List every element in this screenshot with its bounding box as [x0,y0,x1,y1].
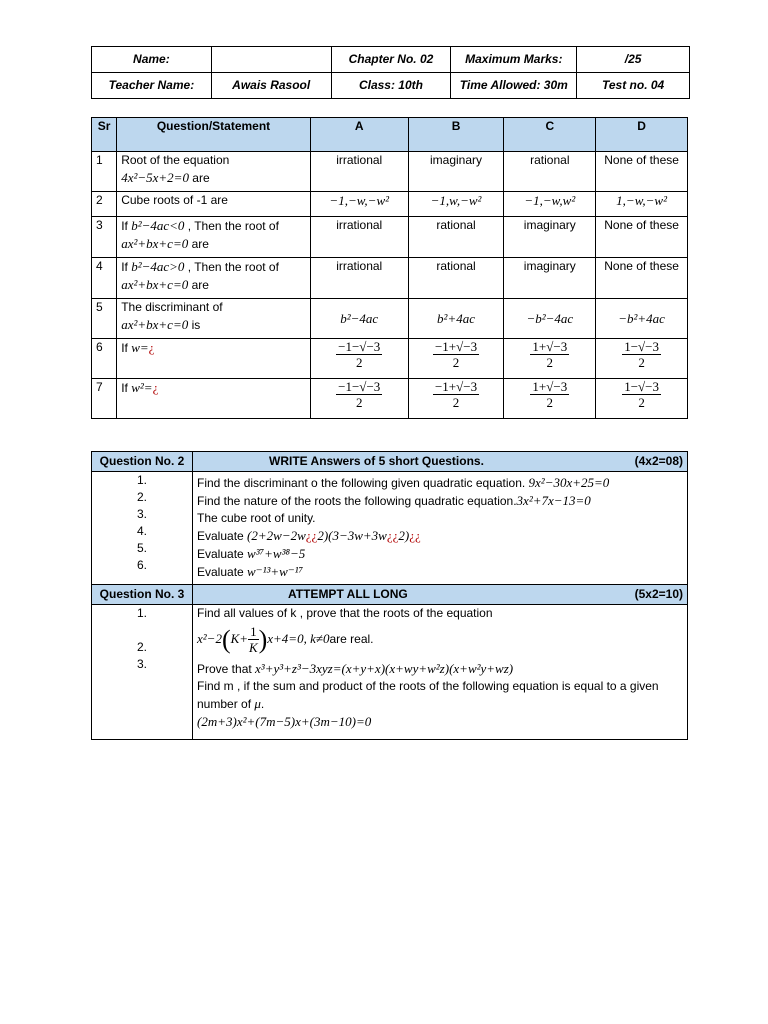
q3-math: x²−2 [197,631,222,646]
fraction [433,339,479,370]
q3-label: Question No. 3 [92,585,193,605]
q3-header [193,585,688,605]
mcq-row [92,339,688,379]
fraction [530,339,569,370]
question-text: If [121,381,132,395]
fraction-numerator: −1+√−3 [434,339,478,354]
q3-math: (2m+3)x²+(7m−5)x+(3m−10)=0 [197,714,372,729]
question-suffix: are [188,237,209,251]
max-marks-label: Maximum Marks: [451,47,577,73]
option-c: rational [504,152,596,192]
col-d: D [596,118,688,152]
option-d: None of these [596,217,688,258]
mcq-row [92,258,688,299]
fraction-denominator: 2 [355,395,363,410]
mcq-table [91,117,688,419]
question-math: ax²+bx+c=0 [121,277,189,292]
question-math: w= [131,340,149,355]
q3-item-2 [197,660,683,678]
mcq-question [117,299,311,339]
option-a: irrational [310,152,408,192]
option-b [408,339,504,379]
q2-item-text: Evaluate [197,529,248,543]
option-a: irrational [310,217,408,258]
teacher-label: Teacher Name: [92,73,212,99]
option-b [408,379,504,419]
mcq-row [92,152,688,192]
option-a [310,379,408,419]
fraction-denominator: 2 [355,355,363,370]
render-error-glyph: ¿ [148,340,155,355]
fraction-numerator: 1+√−3 [532,339,568,354]
option-c: imaginary [504,258,596,299]
q2-item-text: Find the discriminant o the following given quadratic equation. [197,476,529,490]
fraction-denominator: 2 [452,355,460,370]
fraction-numerator: 1−√−3 [624,379,659,394]
fraction-denominator: 2 [638,395,645,410]
option-a: irrational [310,258,408,299]
question-text: Root of the equation [121,153,230,167]
q2-title: WRITE Answers of 5 short Questions. [269,454,484,468]
name-label: Name: [92,47,212,73]
q2-item [197,474,683,492]
question-math: ax²+bx+c=0 [121,317,189,332]
render-error-glyph: ¿¿ [386,528,399,543]
fraction [622,379,661,410]
q2-number: 3. [136,507,147,521]
col-a: A [310,118,408,152]
option-d [596,339,688,379]
question-suffix: are [188,278,209,292]
header-table [91,46,690,99]
q2-header [193,452,688,472]
option-d: 1,−w,−w² [596,192,688,217]
q3-math: x+4=0, k≠0 [267,631,330,646]
q2-number: 2. [136,490,147,504]
max-marks-value: /25 [577,47,690,73]
q2-item [197,563,683,581]
option-c: −b²−4ac [504,299,596,339]
fraction [433,379,479,410]
question-text: If [121,341,132,355]
question-text: If [121,260,132,274]
q3-number: 3. [136,657,147,671]
questions-table [91,451,688,740]
q2-label: Question No. 2 [92,452,193,472]
question-text: If [121,219,132,233]
mcq-sr: 5 [92,299,117,339]
mcq-question [117,379,311,419]
q2-item [197,527,683,545]
q2-item-text: Find the nature of the roots the following quadratic equation. [197,494,517,508]
option-a: b²−4ac [310,299,408,339]
name-value [211,47,331,73]
option-a: −1,−w,−w² [310,192,408,217]
option-b: −1,w,−w² [408,192,504,217]
q3-number: 1. [136,606,147,620]
q3-math: μ [254,696,261,711]
q3-item-1-text: Find all values of k , prove that the roots of the equation [197,606,493,620]
q3-math: x³+y³+z³−3xyz=(x+y+x)(x+wy+w²z)(x+w²y+wz) [255,661,514,676]
q3-item-text: Find m , if the sum and product of the roots of the following equation is equal to a given number of [197,679,659,711]
chapter: Chapter No. 02 [331,47,451,73]
fraction-numerator: 1−√−3 [624,339,659,354]
class: Class: 10th [331,73,451,99]
q3-item-text: Prove that [197,662,256,676]
question-text: The discriminant of [121,300,223,314]
q2-item-math: 2) [398,528,410,543]
render-error-glyph: ¿¿ [409,528,421,543]
fraction-numerator: 1 [250,624,257,640]
option-d [596,379,688,419]
q2-item-math: (2+2w−2w [247,528,306,543]
col-sr: Sr [92,118,117,152]
q3-marks: (5x2=10) [634,587,683,601]
option-b: imaginary [408,152,504,192]
mcq-sr: 1 [92,152,117,192]
fraction [248,624,259,655]
q2-number: 6. [136,558,147,572]
question-condition: b²−4ac>0 [131,259,185,274]
mcq-row [92,192,688,217]
q2-item-text: Evaluate [197,565,248,579]
q2-item-math: 3x²+7x−13=0 [516,493,591,508]
big-paren-right: ) [258,624,268,654]
q2-item-text: Evaluate [197,547,248,561]
fraction [336,379,382,410]
q3-suffix: are real. [329,632,374,646]
fraction-numerator: −1−√−3 [338,339,381,354]
q3-math: K+ [230,631,249,646]
time-allowed: Time Allowed: 30m [451,73,577,99]
col-c: C [504,118,596,152]
q2-item-math: 2)(3−3w+3w [317,528,387,543]
mcq-sr: 3 [92,217,117,258]
fraction [336,339,382,370]
option-b: rational [408,217,504,258]
q2-item-text: The cube root of unity. [197,511,316,525]
mcq-sr: 2 [92,192,117,217]
big-paren-left: ( [221,624,231,654]
question-suffix: are [188,171,210,185]
q3-title: ATTEMPT ALL LONG [288,587,408,601]
question-math: ax²+bx+c=0 [121,236,189,251]
render-error-glyph: ¿ [152,380,159,395]
col-question: Question/Statement [117,118,311,152]
test-number: Test no. 04 [577,73,690,99]
fraction-denominator: 2 [546,395,554,410]
option-c: −1,−w,w² [504,192,596,217]
mcq-sr: 7 [92,379,117,419]
mcq-row [92,217,688,258]
q3-item-3 [197,678,683,713]
q3-item-1-equation [197,622,683,656]
render-error-glyph: ¿¿ [305,528,318,543]
question-mid: , Then the root of [184,260,279,274]
fraction-denominator: 2 [452,395,460,410]
question-mid: , Then the root of [184,219,279,233]
fraction-denominator: K [248,640,258,656]
option-c [504,379,596,419]
option-d: None of these [596,258,688,299]
fraction-numerator: 1+√−3 [532,379,568,394]
question-suffix: is [188,318,201,332]
fraction-numerator: −1+√−3 [434,379,478,394]
mcq-question [117,152,311,192]
q3-item-3-equation [197,713,683,731]
q3-items [193,605,688,740]
option-c [504,339,596,379]
mcq-sr: 4 [92,258,117,299]
q3-item-end: . [260,697,265,711]
teacher-value: Awais Rasool [211,73,331,99]
option-c: imaginary [504,217,596,258]
question-condition: b²−4ac<0 [131,218,185,233]
q2-number: 4. [136,524,147,538]
fraction [622,339,661,370]
question-math: w²= [131,380,153,395]
question-math: 4x²−5x+2=0 [121,170,189,185]
q3-numbers [92,605,193,740]
option-d: −b²+4ac [596,299,688,339]
mcq-row [92,299,688,339]
q2-number: 5. [136,541,147,555]
option-a [310,339,408,379]
mcq-question [117,258,311,299]
option-b: rational [408,258,504,299]
fraction-numerator: −1−√−3 [338,379,381,394]
fraction [530,379,569,410]
q2-item-math: w³⁷+w³⁸−5 [247,546,306,561]
q2-marks: (4x2=08) [634,454,683,468]
q3-number: 2. [136,640,147,654]
q2-numbers [92,472,193,585]
q2-items [193,472,688,585]
mcq-question: Cube roots of -1 are [117,192,311,217]
mcq-question [117,217,311,258]
q2-item-math: 9x²−30x+25=0 [528,475,610,490]
mcq-question [117,339,311,379]
q2-item-math: w⁻¹³+w⁻¹⁷ [247,564,304,579]
fraction-denominator: 2 [546,355,554,370]
mcq-sr: 6 [92,339,117,379]
q2-item [197,545,683,563]
mcq-row [92,379,688,419]
q2-item [197,510,683,527]
option-d: None of these [596,152,688,192]
q2-number: 1. [136,473,147,487]
option-b: b²+4ac [408,299,504,339]
col-b: B [408,118,504,152]
fraction-denominator: 2 [638,355,645,370]
q2-item [197,492,683,510]
